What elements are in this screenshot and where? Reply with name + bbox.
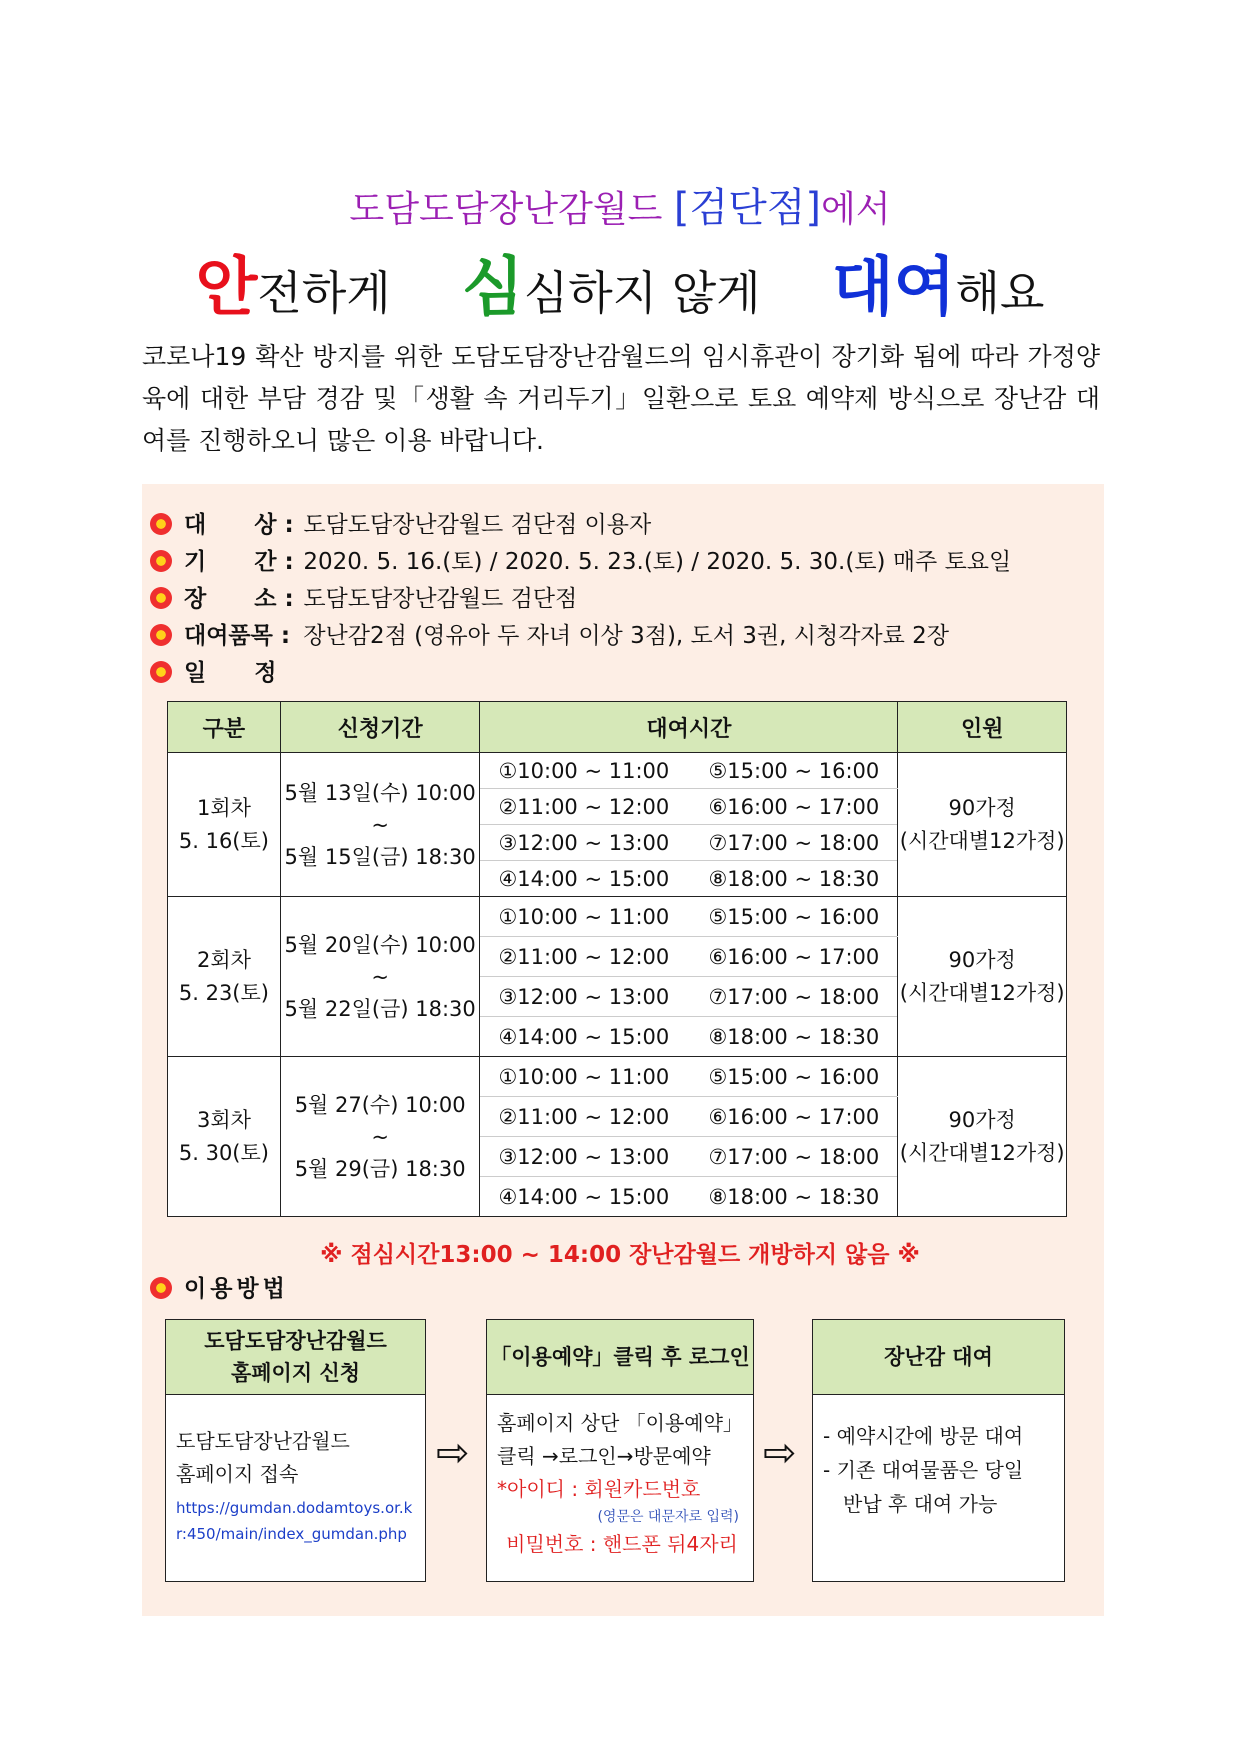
place-label: 장 소 : xyxy=(184,586,294,612)
slogan-word-1-big: 안 xyxy=(195,251,258,325)
intro-paragraph: 코로나19 확산 방지를 위한 도담도담장난감월드의 임시휴관이 장기화 됨에 따라 가정양육에 대한 부담 경감 및「생활 속 거리두기」일환으로 토요 예약제 방식으로 장난감 대여를 진행하오니 많은 이용 바랍니다. xyxy=(142,342,1100,455)
apply-period-cell xyxy=(280,897,480,1057)
lunch-notice: ※ 점심시간13:00 ~ 14:00 장난감월드 개방하지 않음 ※ xyxy=(320,1242,920,1268)
apply-tilde: ~ xyxy=(371,964,389,989)
table-row xyxy=(168,753,1067,789)
apply-end: 5월 15일(금) 18:30 xyxy=(284,844,476,869)
time-slot-cell xyxy=(480,1057,898,1097)
people-cell xyxy=(898,1057,1067,1217)
items-label: 대여품목 : xyxy=(184,623,291,649)
step-2-line-2: 클릭 →로그인→방문예약 xyxy=(497,1444,711,1468)
apply-start: 5월 20일(수) 10:00 xyxy=(284,932,476,957)
apply-tilde: ~ xyxy=(371,812,389,837)
time-slot: ⑤15:00 ~ 16:00 xyxy=(708,758,880,783)
time-slot: ①10:00 ~ 11:00 xyxy=(498,904,670,929)
round-cell xyxy=(168,1057,281,1217)
time-slot: ⑧18:00 ~ 18:30 xyxy=(708,866,880,891)
slogan-word-2-rest: 심하지 않게 xyxy=(523,266,761,320)
schedule-table xyxy=(167,701,1067,1217)
flower-icon xyxy=(150,587,172,609)
time-slot-cell xyxy=(480,1177,898,1217)
time-slot-cell xyxy=(480,897,898,937)
flower-icon xyxy=(150,550,172,572)
round-cell xyxy=(168,897,281,1057)
round-label: 1회차 xyxy=(196,795,251,820)
table-row xyxy=(168,897,1067,937)
schedule-label: 일 정 xyxy=(184,660,277,686)
slogan xyxy=(0,236,1240,328)
target-value: 도담도담장난감월드 검단점 이용자 xyxy=(303,512,652,538)
flower-icon xyxy=(150,624,172,646)
items-value: 장난감2점 (영유아 두 자녀 이상 3점), 도서 3권, 시청각자료 2장 xyxy=(303,623,950,649)
slogan-word-3-rest: 해요 xyxy=(955,266,1045,320)
time-slot: ⑧18:00 ~ 18:30 xyxy=(708,1024,880,1049)
people-count: 90가정 xyxy=(948,1107,1016,1132)
time-slot: ③12:00 ~ 13:00 xyxy=(498,1144,670,1169)
time-slot: ②11:00 ~ 12:00 xyxy=(498,944,670,969)
time-slot-cell xyxy=(480,825,898,861)
time-slot-cell xyxy=(480,789,898,825)
step-3-box xyxy=(812,1319,1065,1582)
round-date: 5. 23(토) xyxy=(178,980,269,1005)
header-cell: 인원 xyxy=(898,702,1067,753)
arrow-right-icon: ⇨ xyxy=(763,1430,797,1476)
time-slot: ⑥16:00 ~ 17:00 xyxy=(708,944,880,969)
header-cell: 구분 xyxy=(168,702,281,753)
time-slot-cell xyxy=(480,1017,898,1057)
time-slot: ⑦17:00 ~ 18:00 xyxy=(708,830,880,855)
time-slot: ⑤15:00 ~ 16:00 xyxy=(708,904,880,929)
step-1-head-line-1: 도담도담장난감월드 xyxy=(204,1329,387,1353)
step-1-box xyxy=(165,1319,426,1582)
people-sub: (시간대별12가정) xyxy=(899,980,1065,1005)
people-cell xyxy=(898,897,1067,1057)
time-slot-cell xyxy=(480,937,898,977)
period-label: 기 간 : xyxy=(184,549,294,575)
usage-label: 이용방법 xyxy=(184,1276,289,1302)
time-slot: ⑦17:00 ~ 18:00 xyxy=(708,984,880,1009)
people-sub: (시간대별12가정) xyxy=(899,1140,1065,1165)
apply-period-cell xyxy=(280,753,480,897)
people-count: 90가정 xyxy=(948,795,1016,820)
time-slot-cell xyxy=(480,753,898,789)
time-slot: ⑧18:00 ~ 18:30 xyxy=(708,1184,880,1209)
time-slot: ④14:00 ~ 15:00 xyxy=(498,1184,670,1209)
round-label: 2회차 xyxy=(196,947,251,972)
time-slot: ①10:00 ~ 11:00 xyxy=(498,1064,670,1089)
table-header-row xyxy=(168,702,1067,753)
time-slot: ⑦17:00 ~ 18:00 xyxy=(708,1144,880,1169)
time-slot: ②11:00 ~ 12:00 xyxy=(498,1104,670,1129)
time-slot: ④14:00 ~ 15:00 xyxy=(498,1024,670,1049)
slogan-word-2-big: 심 xyxy=(461,251,524,325)
time-slot: ⑥16:00 ~ 17:00 xyxy=(708,1104,880,1129)
time-slot: ②11:00 ~ 12:00 xyxy=(498,794,670,819)
slogan-word-1-rest: 전하게 xyxy=(257,266,391,320)
period-value: 2020. 5. 16.(토) / 2020. 5. 23.(토) / 2020. 5. 30.(토) 매주 토요일 xyxy=(303,549,1012,575)
step-3-head: 장난감 대여 xyxy=(884,1345,993,1369)
info-place xyxy=(150,580,577,613)
time-slot-cell xyxy=(480,861,898,897)
step-2-line-1: 홈페이지 상단 「이용예약」 xyxy=(497,1411,743,1435)
time-slot-cell xyxy=(480,977,898,1017)
time-slot: ③12:00 ~ 13:00 xyxy=(498,984,670,1009)
apply-end: 5월 22일(금) 18:30 xyxy=(284,996,476,1021)
time-slot: ①10:00 ~ 11:00 xyxy=(498,758,670,783)
step-1-head-line-2: 홈페이지 신청 xyxy=(230,1361,361,1385)
title-line-1 xyxy=(0,176,1240,233)
round-date: 5. 30(토) xyxy=(178,1140,269,1165)
flower-icon xyxy=(150,661,172,683)
time-slot-cell xyxy=(480,1137,898,1177)
table-row xyxy=(168,1057,1067,1097)
info-period xyxy=(150,543,1011,576)
round-cell xyxy=(168,753,281,897)
step-3-line-3: 반납 후 대여 가능 xyxy=(843,1492,998,1516)
round-date: 5. 16(토) xyxy=(178,828,269,853)
apply-tilde: ~ xyxy=(371,1124,389,1149)
info-schedule xyxy=(150,654,276,687)
people-cell xyxy=(898,753,1067,897)
header-cell: 신청기간 xyxy=(280,702,480,753)
target-label: 대 상 : xyxy=(184,512,294,538)
apply-start: 5월 27(수) 10:00 xyxy=(294,1092,466,1117)
time-slot-cell xyxy=(480,1097,898,1137)
step-2-pw-line: 비밀번호 : 핸드폰 뒤4자리 xyxy=(506,1532,738,1556)
step-3-line-2: - 기존 대여물품은 당일 xyxy=(823,1458,1024,1482)
flower-icon xyxy=(150,1277,172,1299)
slogan-word-3-big: 대여 xyxy=(831,251,956,325)
people-sub: (시간대별12가정) xyxy=(899,828,1065,853)
people-count: 90가정 xyxy=(948,947,1016,972)
title-branch: [검단점] xyxy=(673,185,821,231)
step-2-header xyxy=(487,1320,753,1395)
time-slot: ⑥16:00 ~ 17:00 xyxy=(708,794,880,819)
round-label: 3회차 xyxy=(196,1107,251,1132)
time-slot: ③12:00 ~ 13:00 xyxy=(498,830,670,855)
place-value: 도담도담장난감월드 검단점 xyxy=(303,586,578,612)
info-items xyxy=(150,617,949,650)
time-slot: ⑤15:00 ~ 16:00 xyxy=(708,1064,880,1089)
title-suffix: 에서 xyxy=(821,189,891,230)
flower-icon xyxy=(150,513,172,535)
step-2-box xyxy=(486,1319,754,1582)
step-1-line-1: 도담도담장난감월드 xyxy=(176,1429,350,1453)
step-3-line-1: - 예약시간에 방문 대여 xyxy=(823,1424,1024,1448)
apply-end: 5월 29(금) 18:30 xyxy=(294,1156,466,1181)
info-target xyxy=(150,506,651,539)
homepage-link[interactable]: https://gumdan.dodamtoys.or.kr:450/main/index_gumdan.php xyxy=(176,1499,413,1543)
header-cell: 대여시간 xyxy=(480,702,898,753)
apply-start: 5월 13일(수) 10:00 xyxy=(284,780,476,805)
arrow-right-icon: ⇨ xyxy=(436,1430,470,1476)
step-3-header xyxy=(813,1320,1064,1395)
title-org: 도담도담장난감월드 xyxy=(349,189,663,230)
step-1-header xyxy=(166,1320,425,1395)
step-1-line-2: 홈페이지 접속 xyxy=(176,1462,299,1486)
apply-period-cell xyxy=(280,1057,480,1217)
time-slot: ④14:00 ~ 15:00 xyxy=(498,866,670,891)
step-2-note: (영문은 대문자로 입력) xyxy=(597,1509,739,1525)
step-2-head: 「이용예약」클릭 후 로그인 xyxy=(490,1345,750,1369)
step-2-id-line: *아이디 : 회원카드번호 xyxy=(497,1477,701,1501)
usage-heading xyxy=(150,1270,289,1303)
